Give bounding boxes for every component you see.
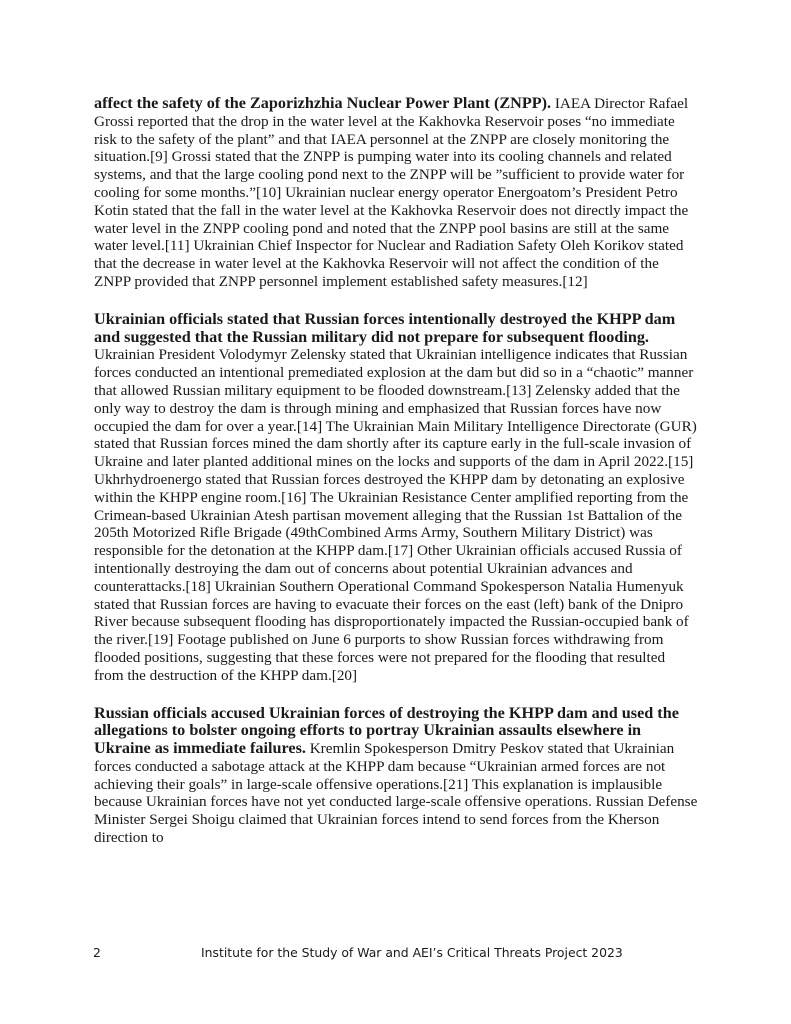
paragraph-text: Kremlin Spokesperson Dmitry Peskov stated that Ukrainian forces conducted a sabotage attack at the KHPP dam because “Ukrainian armed forces are not achieving their goals” in large-scale offensive operations.[21] This explanation is implausible because Ukrainian forces have not yet conducted large-scale offensive operations. Russian Defense Minister Sergei Shoigu claimed that Ukrainian forces intend to send forces from the Kherson direction to (94, 740, 698, 847)
document-body (94, 95, 698, 867)
paragraph-lead: affect the safety of the Zaporizhzhia Nuclear Power Plant (ZNPP). (94, 94, 552, 112)
paragraph-russian-officials (94, 705, 698, 847)
page-number: 2 (93, 945, 101, 960)
paragraph-znpp-safety (94, 95, 698, 291)
paragraph-lead: Russian officials accused Ukrainian forces of destroying the KHPP dam and used the allegations to bolster ongoing efforts to portray Ukrainian assaults elsewhere in Ukraine as immediate failures. (94, 703, 679, 758)
paragraph-text: Ukrainian President Volodymyr Zelensky stated that Ukrainian intelligence indicates that Russian forces conducted an intentional premediated explosion at the dam but did so in a “chaotic” manner that allowed Russian military equipment to be flooded downstream.[13] Zelensky added that the only way to destroy the dam is through mining and emphasized that Russian forces have now occupied the dam for over a year.[14] The Ukrainian Main Military Intelligence Directorate (GUR) stated that Russian forces mined the dam shortly after its capture early in the full-scale invasion of Ukraine and later planted additional mines on the locks and supports of the dam in April 2022.[15] Ukhrhydroenergo stated that Russian forces destroyed the KHPP dam by detonating an explosive within the KHPP engine room.[16] The Ukrainian Resistance Center amplified reporting from the Crimean-based Ukrainian Atesh partisan movement alleging that the Russian 1st Battalion of the 205th Motorized Rifle Brigade (49thCombined Arms Army, Southern Military District) was responsible for the detonation at the KHPP dam.[17] Other Ukrainian officials accused Russia of intentionally destroying the dam out of concerns about potential Ukrainian advances and counterattacks.[18] Ukrainian Southern Operational Command Spokesperson Natalia Humenyuk stated that Russian forces are having to evacuate their forces on the east (left) bank of the Dnipro River because subsequent flooding has disproportionately impacted the Russian-occupied bank of the river.[19] Footage published on June 6 purports to show Russian forces withdrawing from flooded positions, suggesting that these forces were not prepared for the flooding that resulted from the destruction of the KHPP dam.[20] (94, 346, 697, 684)
paragraph-ukrainian-officials (94, 311, 698, 685)
paragraph-text: IAEA Director Rafael Grossi reported that the drop in the water level at the Kakhovka Reservoir poses “no immediate risk to the safety of the plant” and that IAEA personnel at the ZNPP are closely monitoring the situation.[9] Grossi stated that the ZNPP is pumping water into its cooling channels and related systems, and that the large cooling pond next to the ZNPP will be ”sufficient to provide water for cooling for some months.”[10] Ukrainian nuclear energy operator Energoatom’s President Petro Kotin stated that the fall in the water level at the Kakhovka Reservoir does not directly impact the water level in the ZNPP cooling pond and noted that the ZNPP pool basins are still at the same water level.[11] Ukrainian Chief Inspector for Nuclear and Radiation Safety Oleh Korikov stated that the decrease in water level at the Kakhovka Reservoir will not affect the condition of the ZNPP provided that ZNPP personnel implement established safety measures.[12] (94, 95, 689, 290)
paragraph-lead: Ukrainian officials stated that Russian forces intentionally destroyed the KHPP dam and suggested that the Russian military did not prepare for subsequent flooding. (94, 309, 676, 346)
footer-organization: Institute for the Study of War and AEI’s Critical Threats Project 2023 (201, 945, 623, 960)
